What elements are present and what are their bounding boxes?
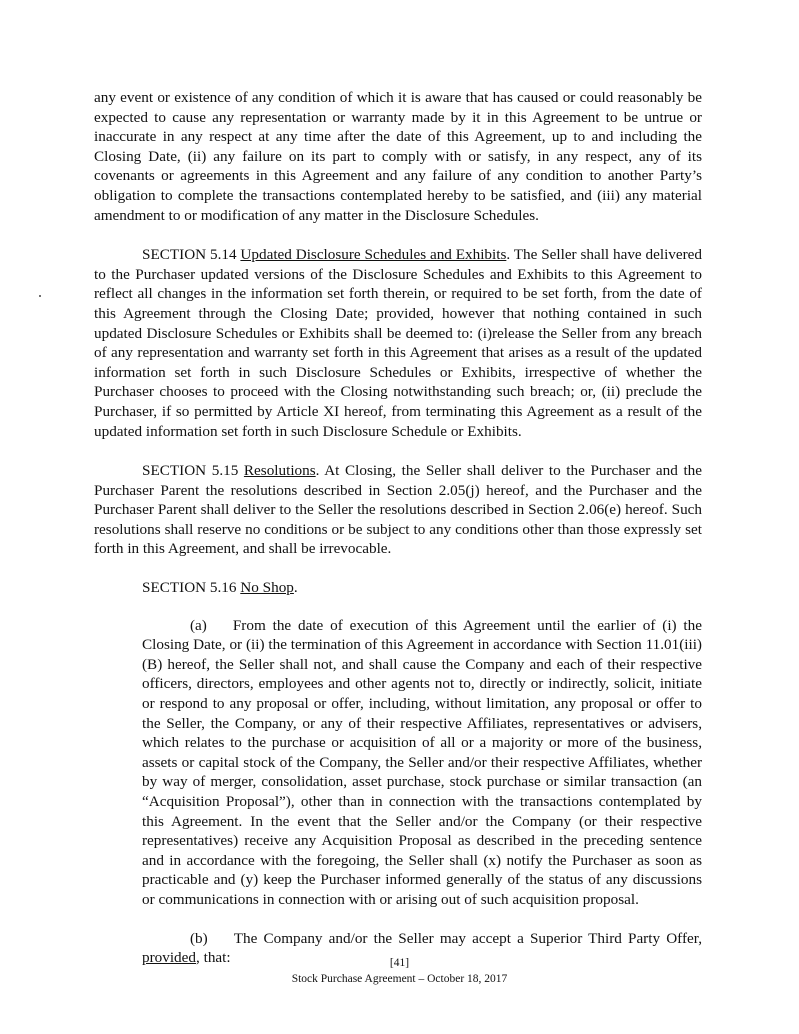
section-5-16-title: No Shop xyxy=(240,579,294,597)
scan-speck xyxy=(39,295,41,297)
section-5-16-number: SECTION 5.16 xyxy=(142,579,237,597)
document-page xyxy=(94,88,702,968)
footer-document-title: Stock Purchase Agreement – October 18, 2017 xyxy=(291,973,508,985)
section-5-16-period: . xyxy=(293,579,298,597)
subsection-b-tail: , that: xyxy=(196,949,231,967)
section-5-15-number: SECTION 5.15 xyxy=(142,462,239,480)
section-5-15-title: Resolutions xyxy=(243,462,316,480)
section-5-16-heading xyxy=(94,578,702,598)
subsection-b-label: (b) xyxy=(190,929,208,947)
section-5-14-title: Updated Disclosure Schedules and Exhibits xyxy=(240,246,507,264)
section-5-15-body: . At Closing, the Seller shall deliver to the Purchaser and the Purchaser Parent the resolutions described in Section 2.05(j) hereof, and the Purchaser and the Purchaser Parent shall deliver to the Seller the resolutions described in Section 2.06(e) hereof. Such resolutions shall reserve no conditions or be subject to any conditions other than those expressly set forth in this Agreement, and shall be irrevocable. xyxy=(94,462,703,558)
subsection-a-body: From the date of execution of this Agreement until the earlier of (i) the Closing Date, or (ii) the termination of this Agreement in accordance with Section 11.01(iii)(B) hereof, the Seller shall not, and shall cause the Company and each of their respective officers, directors, employees and other agents not to, directly or indirectly, solicit, initiate or respond to any proposal or offer, including, without limitation, any proposal or offer to the Seller, the Company, or any of their respective Affiliates, representatives or advisers, which relates to the purchase or acquisition of all or a majority or more of the business, assets or capital stock of the Company, the Seller and/or their respective Affiliates, whether by way of merger, consolidation, asset purchase, stock purchase or similar transaction (an “Acquisition Proposal”), other than in connection with the transactions contemplated by this Agreement. In the event that the Seller and/or the Company (or their respective representatives) receive any Acquisition Proposal as described in the preceding sentence and in accordance with the foregoing, the Seller shall (x) notify the Purchaser as soon as practicable and (y) keep the Purchaser informed generally of the status of any discussions or communications in connection with or arising out of such acquisition proposal. xyxy=(142,616,702,908)
subsection-a-label: (a) xyxy=(190,616,207,634)
paragraph-continuation: any event or existence of any condition of which it is aware that has caused or could reasonably be expected to cause any representation or warranty made by it in this Agreement to be untrue or inaccurate in any respect at any time after the date of this Agreement, up to and including the Closing Date, (ii) any failure on its part to comply with or satisfy, in any respect, any of its covenants or agreements in this Agreement and any failure of any condition to another Party’s obligation to complete the transactions contemplated hereby to be satisfied, and (iii) any material amendment to or modification of any matter in the Disclosure Schedules. xyxy=(94,89,702,224)
section-5-14-body: . The Seller shall have delivered to the Purchaser updated versions of the Disclosure Schedules and Exhibits to this Agreement to reflect all changes in the information set forth therein, or required to be set forth, from the date of this Agreement through the Closing Date; provided, however that nothing contained in such updated Disclosure Schedules or Exhibits shall be deemed to: (i)release the Seller from any breach of any representation and warranty set forth in this Agreement that arises as a result of the updated information set forth in such Disclosure Schedules or Exhibits, irrespective of whether the Purchaser chooses to proceed with the Closing notwithstanding such breach; or, (ii) preclude the Purchaser, if so permitted by Article XI hereof, from terminating this Agreement as a result of the updated information set forth in such Disclosure Schedule or Exhibits. xyxy=(94,246,703,440)
section-5-14 xyxy=(94,245,702,441)
section-5-15 xyxy=(94,461,702,559)
subsection-a xyxy=(142,616,702,910)
subsection-b-body: The Company and/or the Seller may accept a Superior Third Party Offer, xyxy=(233,929,702,947)
section-5-14-number: SECTION 5.14 xyxy=(142,246,237,264)
footer-page-number: [41] xyxy=(389,957,410,969)
subsection-b-provided: provided xyxy=(142,949,196,967)
